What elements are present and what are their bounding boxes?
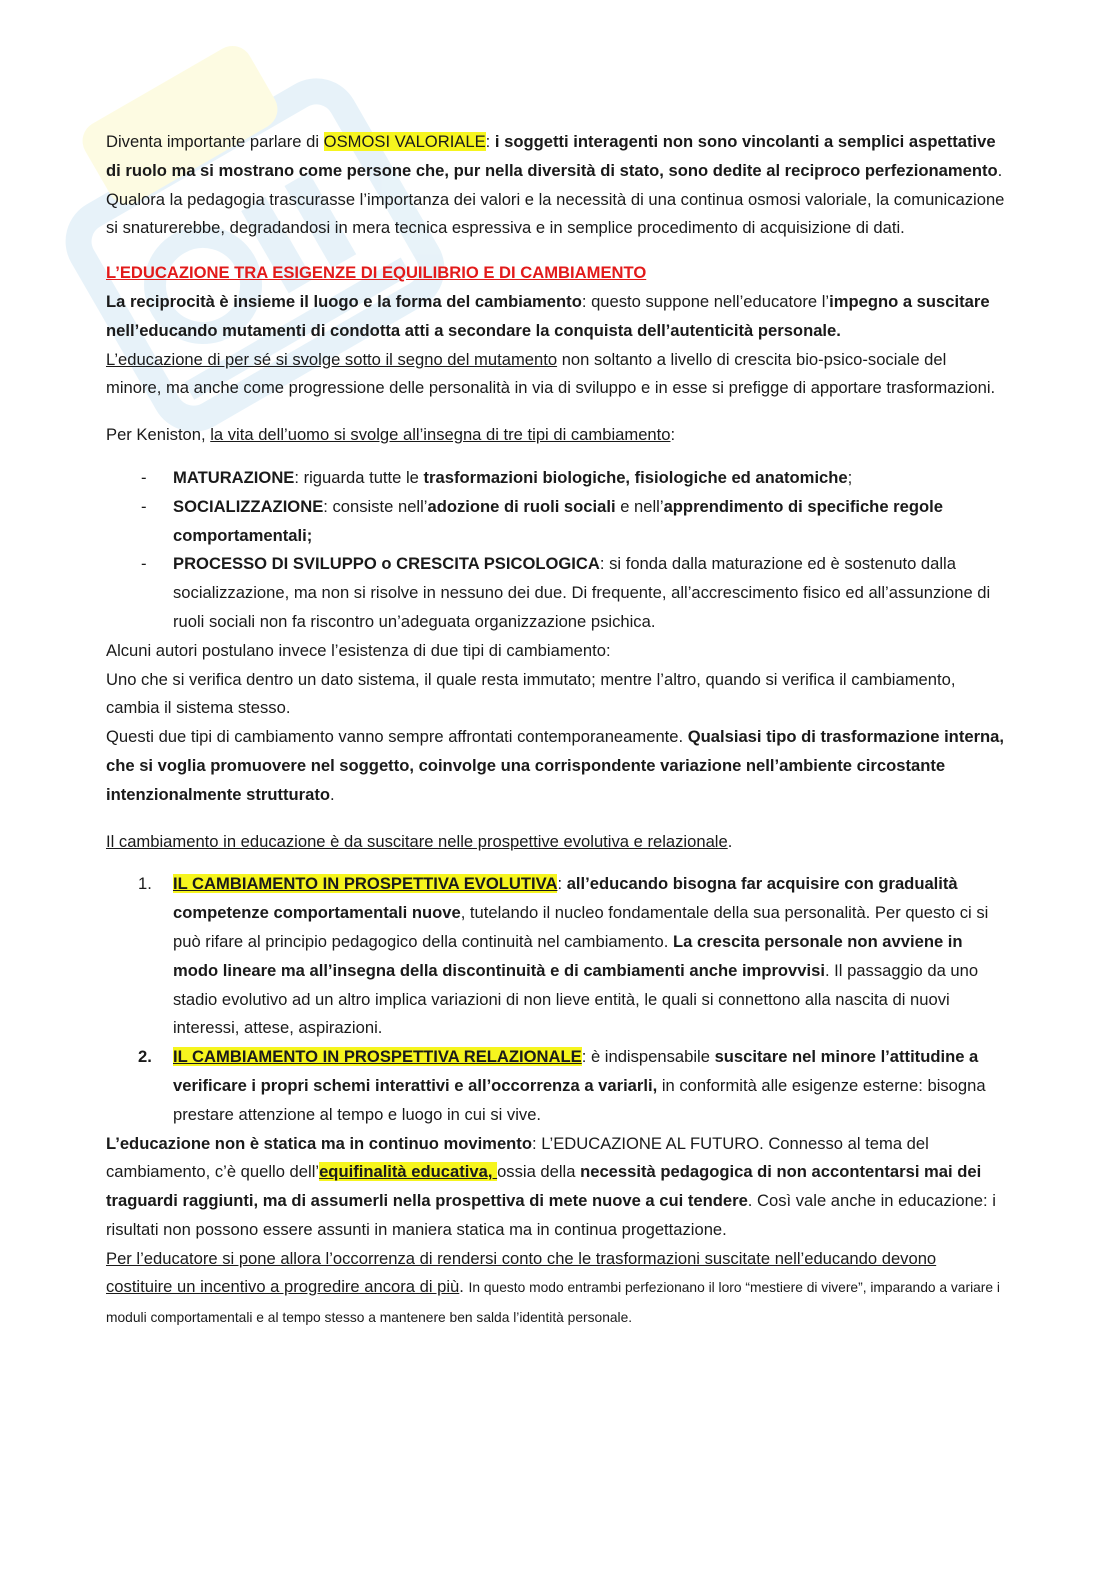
highlight-osmosi-valoriale: OSMOSI VALORIALE bbox=[323, 132, 486, 151]
highlight-equifinalita: equifinalità educativa, bbox=[319, 1162, 498, 1182]
perspectives-list bbox=[106, 870, 1006, 1129]
list-item-socializzazione: - SOCIALIZZAZIONE: consiste nell’adozione di ruoli sociali e nell’apprendimento di specifiche regole comportamentali; bbox=[141, 496, 943, 545]
section-heading: L’EDUCAZIONE TRA ESIGENZE DI EQUILIBRIO E DI CAMBIAMENTO bbox=[106, 263, 647, 283]
paragraph-reciprocita: La reciprocità è insieme il luogo e la forma del cambiamento: questo suppone nell’educatore l’impegno a suscitare nell’educando mutamenti di condotta atti a secondare la conquista dell’autenticità personale. L’educazione di per sé si svolge sotto il segno del mutamento non soltanto a livello di crescita bio-psico-sociale del minore, ma anche come progressione delle personalità in via di sviluppo e in esse si prefigge di apportare trasformazioni. bbox=[106, 291, 996, 398]
paragraph-contemporaneamente: Questi due tipi di cambiamento vanno sempre affrontati contemporaneamente. Qualsiasi tipo di trasformazione interna, che si voglia promuovere nel soggetto, coinvolge una corrispondente variazione nell’ambiente circostante intenzionalmente strutturato. bbox=[106, 727, 1005, 804]
document-page bbox=[106, 128, 1006, 1333]
list-item-processo-sviluppo: - PROCESSO DI SVILUPPO o CRESCITA PSICOLOGICA: si fonda dalla maturazione ed è sostenuto dalla socializzazione, ma non si risolve in nessuno dei due. Di frequente, all’accrescimento fisico ed all’assunzione di ruoli sociali non fa riscontro un’adeguata organizzazione psichica. bbox=[141, 554, 991, 631]
change-types-list bbox=[106, 464, 1006, 637]
paragraph-sistema: Uno che si verifica dentro un dato sistema, il quale resta immutato; mentre l’altro, quando si verifica il cambiamento, cambia il sistema stesso. bbox=[106, 669, 956, 718]
paragraph-osmosi: Diventa importante parlare di OSMOSI VALORIALE: i soggetti interagenti non sono vincolanti a semplici aspettative di ruolo ma si mostrano come persone che, pur nella diversità di stato, sono dedite al reciproco perfezionamento. Qualora la pedagogia trascurasse l’importanza dei valori e la necessità di una continua osmosi valoriale, la comunicazione si snaturerebbe, degradandosi in mera tecnica espressiva e in semplice procedimento di acquisizione di dati. bbox=[106, 132, 1005, 238]
paragraph-prospettive: Il cambiamento in educazione è da suscitare nelle prospettive evolutiva e relazionale. bbox=[106, 831, 733, 851]
paragraph-keniston: Per Keniston, la vita dell’uomo si svolge all’insegna di tre tipi di cambiamento: bbox=[106, 425, 676, 445]
paragraph-educazione-futuro: L’educazione non è statica ma in continuo movimento: L’EDUCAZIONE AL FUTURO. Connesso al tema del cambiamento, c’è quello dell’equifinalità educativa, ossia della necessità pedagogica di non accontentarsi mai dei traguardi raggiunti, ma di assumerli nella prospettiva di mete nuove a cui tendere. Così vale anche in educazione: i risultati non possono essere assunti in maniera statica ma in continua progettazione. Per l’educatore si pone allora l’occorrenza di rendersi conto che le trasformazioni suscitate nell’educando devono costituire un incentivo a progredire ancora di più. In questo modo entrambi perfezionano il loro “mestiere di vivere”, imparando a variare i moduli comportamentali e al tempo stesso a mantenere ben salda l’identità personale. bbox=[106, 1133, 1000, 1326]
list-item-relazionale: 2. IL CAMBIAMENTO IN PROSPETTIVA RELAZIONALE: è indispensabile suscitare nel minore l’attitudine a verificare i propri schemi interattivi e all’occorrenza a variarli, in conformità alle esigenze esterne: bisogna prestare attenzione al tempo e luogo in cui si vive. bbox=[138, 1047, 986, 1124]
paragraph-autori: Alcuni autori postulano invece l’esistenza di due tipi di cambiamento: bbox=[106, 640, 611, 660]
list-item-maturazione: - MATURAZIONE: riguarda tutte le trasformazioni biologiche, fisiologiche ed anatomiche; bbox=[141, 467, 853, 487]
list-item-evolutiva: 1. IL CAMBIAMENTO IN PROSPETTIVA EVOLUTIVA: all’educando bisogna far acquisire con gradualità competenze comportamentali nuove, tutelando il nucleo fondamentale della sua personalità. Per questo ci si può rifare al principio pedagogico della continuità nel cambiamento. La crescita personale non avviene in modo lineare ma all’insegna della discontinuità e di cambiamenti anche improvvisi. Il passaggio da uno stadio evolutivo ad un altro implica variazioni di non lieve entità, le quali si connettono alla nascita di nuovi interessi, attese, aspirazioni. bbox=[138, 874, 989, 1038]
